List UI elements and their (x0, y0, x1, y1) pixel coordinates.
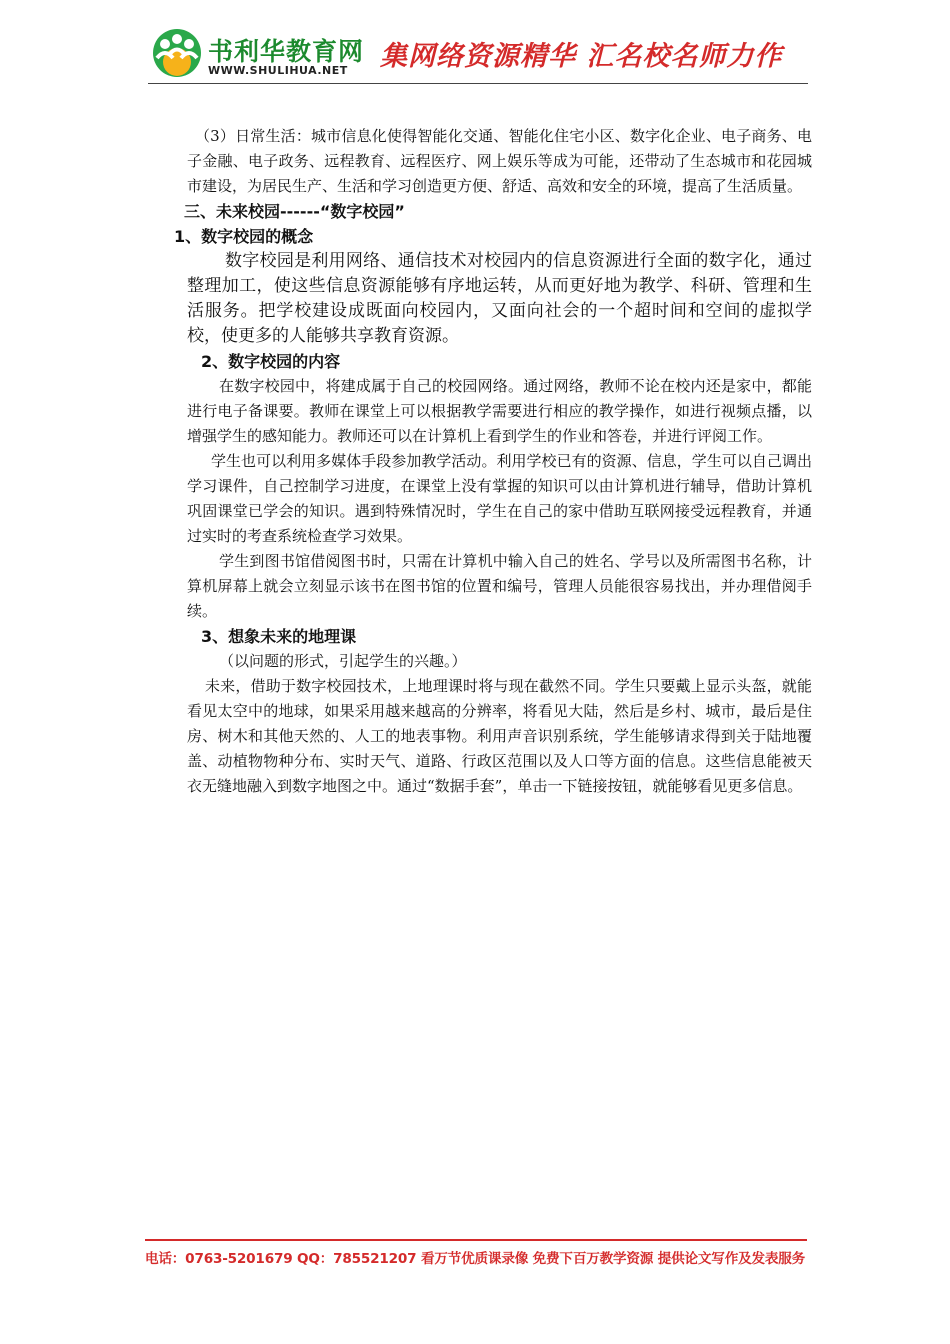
subsection-title-content: 2、数字校园的内容 (201, 352, 341, 371)
footer-contact: 电话：0763-5201679 QQ：785521207 看万节优质课录像 免费下百万教学资源 提供论文写作及发表服务 (145, 1251, 806, 1267)
brand-slogan: 集网络资源精华 汇名校名师力作 (380, 41, 783, 72)
section-title-digital-campus: 三、未来校园------“数字校园” (184, 202, 405, 221)
people-group-logo-icon (152, 28, 202, 78)
subsection-title-concept: 1、数字校园的概念 (174, 227, 314, 246)
note-question-form: （以问题的形式，引起学生的兴趣。） (219, 652, 467, 670)
paragraph-geography: 未来，借助于数字校园技术，上地理课时将与现在截然不同。学生只要戴上显示头盔，就能看见太空中的地球，如果采用越来越高的分辨率，将看见大陆，然后是乡村、城市，最后是住房、树木和其他天然的、人工的地表事物。利用声音识别系统，学生能够请求得到关于陆地覆盖、动植物物种分布、实时天气、道路、行政区范围以及人口等方面的信息。这些信息能被天衣无缝地融入到数字地图之中。通过“数据手套”，单击一下链接按钮，就能够看见更多信息。 (187, 677, 812, 795)
brand-url: WWW.SHULIHUA.NET (208, 64, 348, 77)
paragraph-concept: 数字校园是利用网络、通信技术对校园内的信息资源进行全面的数字化，通过整理加工，使这些信息资源能够有序地运转，从而更好地为教学、科研、管理和生活服务。把学校建设成既面向校园内，又面向社会的一个超时间和空间的虚拟学校，使更多的人能够共享教育资源。 (187, 251, 812, 346)
page-header (148, 22, 810, 84)
document-body (174, 124, 812, 799)
paragraph-content-3: 学生到图书馆借阅图书时，只需在计算机中输入自己的姓名、学号以及所需图书名称，计算机屏幕上就会立刻显示该书在图书馆的位置和编号，管理人员能很容易找出，并办理借阅手续。 (187, 552, 812, 620)
paragraph-content-1: 在数字校园中，将建成属于自己的校园网络。通过网络，教师不论在校内还是家中，都能进行电子备课要。教师在课堂上可以根据教学需要进行相应的教学操作，如进行视频点播，以增强学生的感知能力。教师还可以在计算机上看到学生的作业和答卷，并进行评阅工作。 (187, 377, 812, 445)
brand-name: 书利华教育网 (208, 37, 365, 66)
header-divider (148, 83, 808, 84)
footer-divider (145, 1239, 807, 1241)
paragraph-content-2: 学生也可以利用多媒体手段参加教学活动。利用学校已有的资源、信息，学生可以自己调出学习课件，自己控制学习进度，在课堂上没有掌握的知识可以由计算机进行辅导，借助计算机巩固课堂已学会的知识。遇到特殊情况时，学生在自己的家中借助互联网接受远程教育，并通过实时的考查系统检查学习效果。 (187, 452, 812, 545)
paragraph-daily-life: （3）日常生活：城市信息化使得智能化交通、智能化住宅小区、数字化企业、电子商务、电子金融、电子政务、远程教育、远程医疗、网上娱乐等成为可能，还带动了生态城市和花园城市建设，为居民生产、生活和学习创造更方便、舒适、高效和安全的环境，提高了生活质量。 (187, 127, 812, 195)
subsection-title-geography: 3、想象未来的地理课 (201, 627, 357, 646)
